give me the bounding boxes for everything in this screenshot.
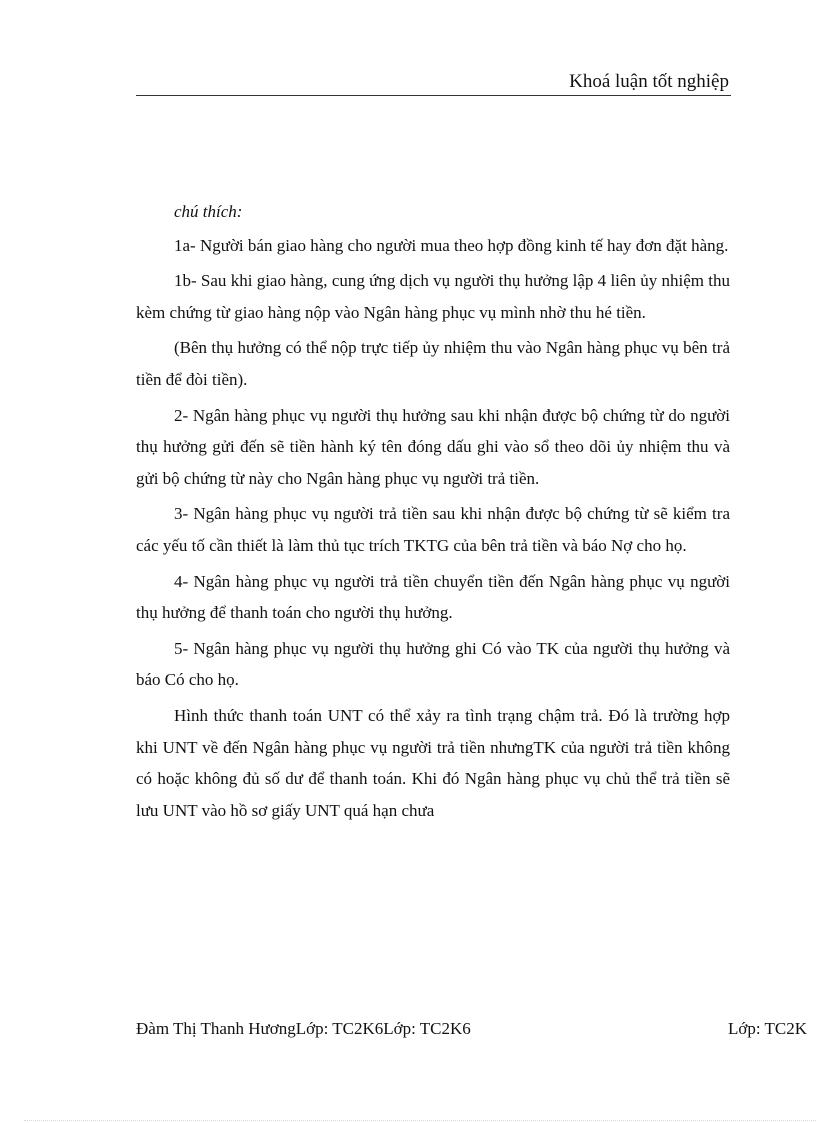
bottom-divider — [24, 1120, 816, 1121]
document-body — [136, 196, 730, 830]
paragraph-4: 4- Ngân hàng phục vụ người trả tiền chuyển tiền đến Ngân hàng phục vụ người thụ hưởng để thanh toán cho người thụ hưởng. — [136, 571, 730, 623]
paragraph-1b: 1b- Sau khi giao hàng, cung ứng dịch vụ người thụ hưởng lập 4 liên ủy nhiệm thu kèm chứng từ giao hàng nộp vào Ngân hàng phục vụ mình nhờ thu hé tiền. — [136, 271, 730, 322]
footer-author: Đàm Thị Thanh HươngLớp: TC2K6Lớp: TC2K6 — [136, 1019, 471, 1038]
page-footer — [136, 1018, 816, 1042]
paragraph-2: 2- Ngân hàng phục vụ người thụ hưởng sau khi nhận được bộ chứng từ do người thụ hưởng gửi đến sẽ tiền hành ký tên đóng dấu ghi vào sổ theo dõi ủy nhiệm thu và gửi bộ chứng từ này cho Ngân hàng phục vụ người trả tiền. — [136, 405, 730, 488]
paragraph-3: 3- Ngân hàng phục vụ người trả tiền sau khi nhận được bộ chứng từ sẽ kiểm tra các yếu tố cần thiết là làm thủ tục trích TKTG của bên trả tiền và báo Nợ cho họ. — [136, 504, 730, 555]
paragraph-5: 5- Ngân hàng phục vụ người thụ hưởng ghi Có vào TK của người thụ hưởng và báo Có cho họ. — [136, 638, 730, 690]
footer-class: Lớp: TC2K — [728, 1019, 808, 1038]
paragraph-summary: Hình thức thanh toán UNT có thể xảy ra tình trạng chậm trả. Đó là trường hợp khi UNT về đến Ngân hàng phục vụ người trả tiền nhưngTK của người trả tiền không có hoặc không đủ số dư để thanh toán. Khi đó Ngân hàng phục vụ chủ thể trả tiền sẽ lưu UNT vào hồ sơ giấy UNT quá hạn chưa — [136, 705, 730, 820]
page-header — [136, 70, 731, 96]
paragraph-1a: 1a- Người bán giao hàng cho người mua theo hợp đồng kinh tế hay đơn đặt hàng. — [174, 235, 729, 255]
caption-label: chú thích: — [174, 202, 243, 221]
paragraph-note: (Bên thụ hưởng có thể nộp trực tiếp ủy nhiệm thu vào Ngân hàng phục vụ bên trả tiền để đòi tiền). — [136, 338, 730, 389]
header-title: Khoá luận tốt nghiệp — [569, 71, 729, 92]
